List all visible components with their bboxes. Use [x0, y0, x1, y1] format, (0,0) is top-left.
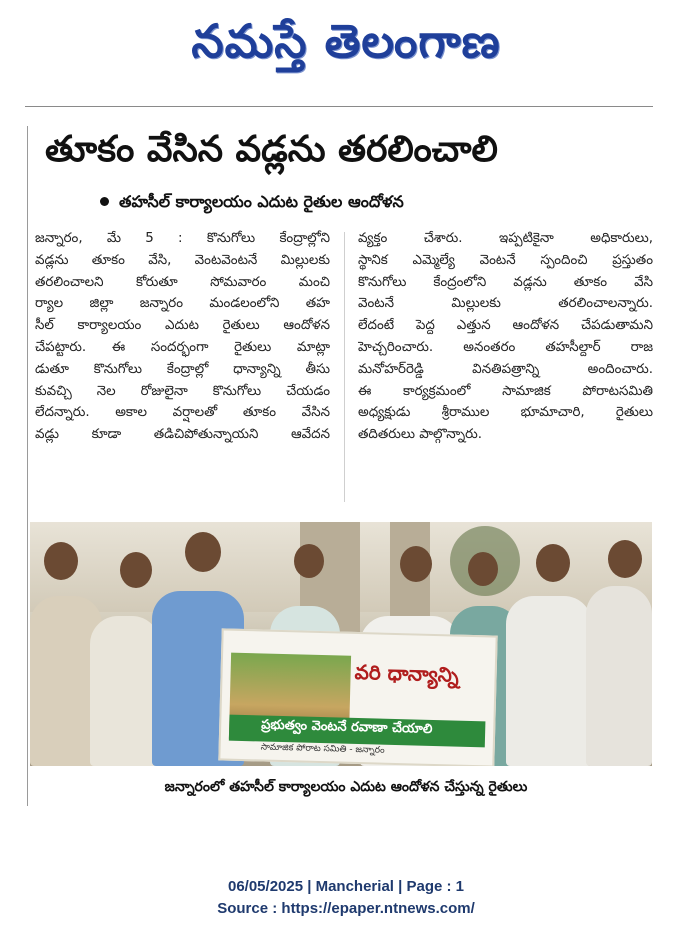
article-line: వెంటనే మిల్లులకు తరలించాలన్నారు.: [358, 296, 653, 312]
article-column-1: [35, 228, 330, 446]
article-line: తరలించాలని కోరుతూ సోమవారం మంచి: [35, 274, 330, 290]
subheadline-text: తహసీల్ కార్యాలయం ఎదుట రైతుల ఆందోళన: [119, 192, 404, 211]
photo-person: [90, 616, 160, 766]
news-photo: [30, 522, 652, 766]
photo-person-head: [185, 532, 221, 572]
photo-person-head: [120, 552, 152, 588]
article-line: తదితరులు పాల్గొన్నారు.: [358, 427, 482, 443]
photo-person: [586, 586, 652, 766]
article-line: ఈ కార్యక్రమంలో సామాజిక పోరాటసమితి: [358, 383, 653, 399]
photo-person-head: [468, 552, 498, 586]
article-line: వ్యక్తం చేశారు. ఇప్పటికైనా అధికారులు,: [358, 231, 653, 246]
article-line: అధ్యక్షుడు శ్రీరాముల భూమాచారి, రైతులు: [358, 405, 653, 421]
article-line: చేపట్టారు. ఈ సందర్భంగా రైతులు మాట్లా: [35, 339, 330, 355]
article-column-2: [358, 228, 653, 446]
article-line: సీల్ కార్యాలయం ఎదుట రైతులు ఆందోళన: [35, 318, 330, 334]
article-line: వడ్లు కూడా తడిచిపోతున్నాయని ఆవేదన: [35, 427, 330, 443]
article-line: లేదన్నారు. అకాల వర్షాలతో తూకం వేసిన: [35, 405, 330, 421]
article-line: స్థానిక ఎమ్మెల్యే వెంటనే స్పందించి ప్రస్తుతం: [358, 252, 653, 268]
article-line: డుతూ కొనుగోలు కేంద్రాల్లో ధాన్యాన్ని తీసు: [35, 361, 330, 377]
article-subheadline: [100, 190, 620, 214]
article-line: వడ్లను తూకం వేసి, వెంటవెంటనే మిల్లులకు: [35, 252, 330, 268]
photo-person-head: [294, 544, 324, 578]
protest-banner: [218, 628, 497, 766]
article-line: కొనుగోలు కేంద్రంలోని వడ్లను తూకం వేసి: [358, 274, 653, 290]
article-line: కువచ్చి నెల రోజులైనా కొనుగోలు చేయడం: [35, 383, 330, 399]
photo-caption: జన్నారంలో తహసీల్ కార్యాలయం ఎదుట ఆందోళన చేస్తున్న రైతులు: [164, 779, 528, 795]
photo-person-head: [400, 546, 432, 582]
photo-person-head: [608, 540, 642, 578]
banner-subtitle: ప్రభుత్వం వెంటనే రవాణా చేయాలి: [261, 717, 433, 737]
footer-source: Source : https://epaper.ntnews.com/: [217, 900, 475, 917]
photo-person: [506, 596, 592, 766]
article-line: లేదంటే పెద్ద ఎత్తున ఆందోళన చేపడుతామని: [358, 318, 653, 334]
masthead-divider: [25, 106, 653, 107]
article-border: [27, 126, 28, 806]
article-line: ర్యాల జిల్లా జన్నారం మండలంలోని తహ: [35, 296, 330, 312]
bullet-icon: [100, 197, 109, 206]
footer-date-edition: 06/05/2025 | Mancherial | Page : 1: [227, 878, 465, 895]
banner-title: వరి ధాన్యాన్ని: [354, 659, 459, 687]
column-divider: [344, 232, 345, 502]
photo-person-head: [44, 542, 78, 580]
newspaper-masthead: నమస్తే తెలంగాణ: [191, 14, 501, 68]
photo-person-head: [536, 544, 570, 582]
banner-footer: సామాజిక పోరాట సమితి - జన్నారం: [260, 742, 385, 756]
article-headline: తూకం వేసిన వడ్లను తరలించాలి: [45, 129, 498, 170]
article-line: హెచ్చరించారు. అనంతరం తహసీల్దార్ రాజ: [358, 339, 653, 355]
article-line: మనోహర్‌రెడ్డి వినతిపత్రాన్ని అందించారు.: [358, 361, 653, 377]
page-footer: [0, 876, 692, 920]
article-line: జన్నారం, మే 5 : కొనుగోలు కేంద్రాల్లోని: [35, 231, 330, 246]
